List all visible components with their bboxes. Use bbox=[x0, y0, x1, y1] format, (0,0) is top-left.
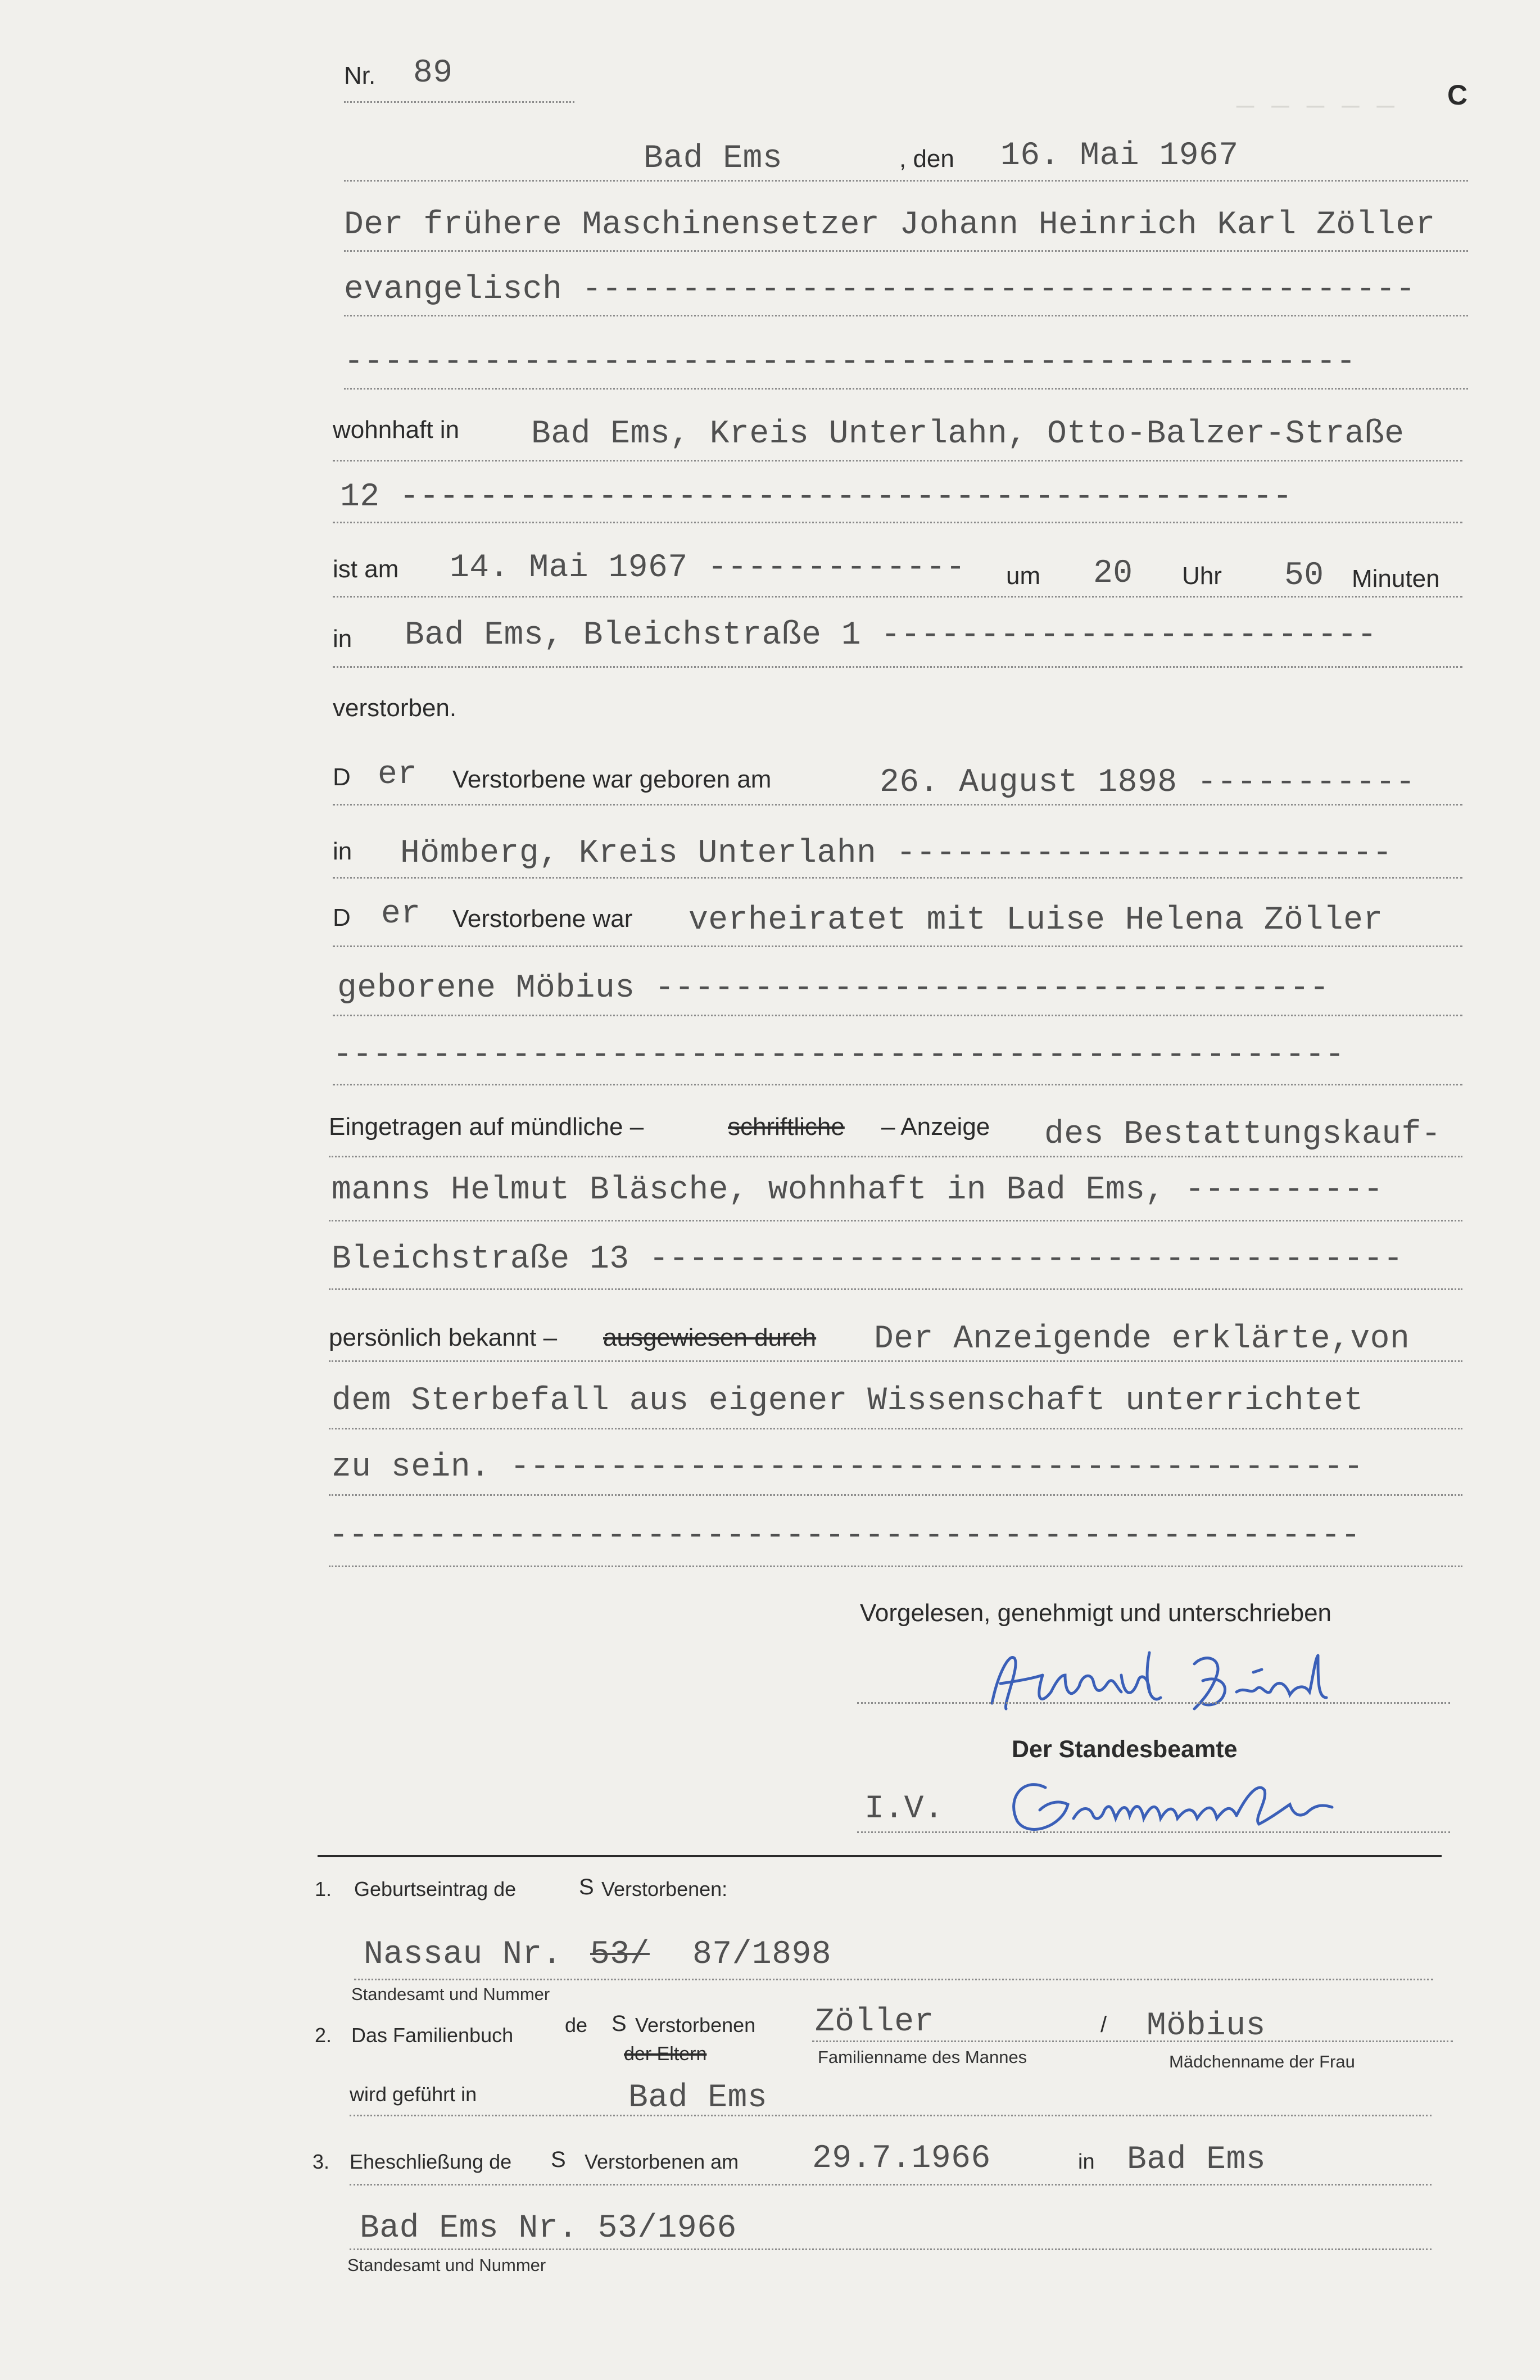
spouse-birth-name: geborene Möbius ---------------------------------- bbox=[337, 970, 1330, 1007]
line-underline bbox=[333, 877, 1462, 879]
footnote-3-label: Eheschließung de bbox=[350, 2150, 512, 2173]
residence-address-cont: 12 --------------------------------------------- bbox=[340, 479, 1293, 515]
death-hour: 20 bbox=[1093, 555, 1133, 592]
informant-line: manns Helmut Bläsche, wohnhaft in Bad Ems, ---------- bbox=[332, 1172, 1384, 1209]
minuten-label: Minuten bbox=[1352, 565, 1440, 592]
birth-record-caption: Standesamt und Nummer bbox=[351, 1984, 550, 2004]
married-label: Verstorbene war bbox=[452, 905, 633, 933]
line-underline bbox=[344, 315, 1468, 316]
struck-ausgewiesen: ausgewiesen durch bbox=[603, 1324, 817, 1351]
marital-status: verheiratet mit Luise Helena Zöller bbox=[689, 902, 1383, 939]
married-article: er bbox=[381, 896, 421, 933]
line-underline bbox=[344, 250, 1468, 252]
born-label: Verstorbene war geboren am bbox=[452, 766, 772, 793]
married-prefix: D bbox=[333, 904, 351, 931]
birth-in-label: in bbox=[333, 838, 352, 865]
birth-record-prefix: Nassau Nr. bbox=[364, 1936, 563, 1973]
line-underline bbox=[333, 522, 1462, 523]
footnote-2-label: Das Familienbuch bbox=[351, 2024, 514, 2047]
corner-letter: C bbox=[1447, 79, 1468, 111]
birth-place: Hömberg, Kreis Unterlahn ------------------------- bbox=[400, 835, 1393, 872]
verstorben-label: verstorben. bbox=[333, 694, 457, 722]
signature-underline bbox=[857, 1702, 1450, 1704]
line-underline bbox=[333, 596, 1462, 598]
footnote-2-number: 2. bbox=[315, 2024, 332, 2047]
footnote-1-number: 1. bbox=[315, 1877, 332, 1901]
surname-slash: / bbox=[1100, 2012, 1107, 2037]
footnote-3-number: 3. bbox=[312, 2150, 330, 2173]
informant-signature bbox=[981, 1641, 1340, 1729]
line-underline bbox=[333, 804, 1462, 806]
bleed-through-text: — — — — — bbox=[1236, 90, 1394, 123]
footnote-1-label: Geburtseintrag de bbox=[354, 1877, 517, 1901]
struck-schriftliche: schriftliche bbox=[728, 1113, 845, 1141]
footnote-3-label2: Verstorbenen am bbox=[585, 2150, 739, 2173]
iv-label: I.V. bbox=[864, 1791, 944, 1827]
death-date: 14. Mai 1967 ------------- bbox=[450, 550, 966, 586]
footnote-1-label2: Verstorbenen: bbox=[601, 1877, 728, 1901]
death-in-label: in bbox=[333, 625, 352, 653]
um-label: um bbox=[1006, 562, 1041, 590]
anzeige-label: – Anzeige bbox=[881, 1113, 990, 1141]
place-of-register: Bad Ems bbox=[644, 141, 783, 177]
section-divider bbox=[318, 1855, 1442, 1857]
footnote-2-verstorbenen: Verstorbenen bbox=[635, 2014, 756, 2037]
marriage-record: Bad Ems Nr. 53/1966 bbox=[360, 2210, 737, 2247]
nr-underline bbox=[344, 101, 574, 103]
eingetragen-label: Eingetragen auf mündliche – bbox=[329, 1113, 644, 1141]
husband-caption: Familienname des Mannes bbox=[818, 2047, 1027, 2067]
death-minutes: 50 bbox=[1284, 558, 1324, 594]
line-underline bbox=[350, 2248, 1432, 2250]
line-underline bbox=[354, 1979, 1433, 1980]
wife-caption: Mädchenname der Frau bbox=[1169, 2052, 1355, 2071]
footnote-2-struck-eltern: der Eltern bbox=[624, 2043, 707, 2065]
line-underline bbox=[329, 1428, 1462, 1429]
line-underline bbox=[812, 2040, 1453, 2042]
line-underline bbox=[333, 460, 1462, 461]
residence-address: Bad Ems, Kreis Unterlahn, Otto-Balzer-Straße bbox=[531, 416, 1405, 453]
line-underline bbox=[329, 1360, 1462, 1362]
marriage-place: Bad Ems bbox=[1127, 2142, 1266, 2178]
footnote-2-s: S bbox=[612, 2011, 627, 2036]
statement-cont: dem Sterbefall aus eigener Wissenschaft unterrichtet bbox=[332, 1383, 1364, 1419]
registrar-signature bbox=[1000, 1765, 1360, 1847]
blank-dash-line: --------------------------------------------------- bbox=[333, 1037, 1345, 1074]
death-place: Bad Ems, Bleichstraße 1 ------------------------- bbox=[405, 617, 1377, 654]
born-prefix: D bbox=[333, 763, 351, 791]
footnote-1-s: S bbox=[579, 1875, 594, 1899]
deceased-name: Der frühere Maschinensetzer Johann Heinrich Karl Zöller bbox=[344, 207, 1435, 243]
informant-address: Bleichstraße 13 -------------------------------------- bbox=[332, 1241, 1403, 1278]
line-underline bbox=[329, 1220, 1462, 1221]
marriage-record-caption: Standesamt und Nummer bbox=[347, 2255, 546, 2275]
line-underline bbox=[333, 666, 1462, 668]
line-underline bbox=[350, 2184, 1432, 2186]
birth-record-struck: 53/ bbox=[590, 1936, 650, 1973]
nr-label: Nr. bbox=[344, 62, 376, 89]
informant-statement: Der Anzeigende erklärte,von bbox=[874, 1321, 1410, 1358]
line-underline bbox=[329, 1494, 1462, 1496]
footnote-3-in: in bbox=[1078, 2150, 1095, 2174]
birth-date: 26. August 1898 ----------- bbox=[880, 764, 1416, 801]
line-underline bbox=[333, 1084, 1462, 1085]
wife-maiden-name: Möbius bbox=[1147, 2008, 1266, 2044]
blank-dash-line: ---------------------------------------------------- bbox=[329, 1518, 1361, 1554]
birth-record-number: 87/1898 bbox=[692, 1936, 832, 1973]
informant-text: des Bestattungskauf- bbox=[1044, 1116, 1442, 1153]
marriage-date: 29.7.1966 bbox=[812, 2141, 991, 2177]
line-underline bbox=[329, 1156, 1462, 1157]
uhr-label: Uhr bbox=[1182, 562, 1222, 590]
line-underline bbox=[329, 1288, 1462, 1290]
wohnhaft-label: wohnhaft in bbox=[333, 416, 460, 444]
vorgelesen-label: Vorgelesen, genehmigt und unterschrieben bbox=[860, 1599, 1332, 1627]
family-book-place: Bad Ems bbox=[628, 2080, 768, 2116]
statement-end: zu sein. ------------------------------------------- bbox=[332, 1449, 1364, 1486]
footnote-2-de: de bbox=[565, 2014, 588, 2037]
line-underline bbox=[333, 1015, 1462, 1016]
footnote-2-gefuhrt: wird geführt in bbox=[350, 2083, 477, 2106]
line-underline bbox=[329, 1565, 1462, 1567]
born-article: er bbox=[378, 757, 418, 793]
line-underline bbox=[350, 2115, 1432, 2116]
husband-surname: Zöller bbox=[815, 2004, 934, 2040]
standesbeamte-label: Der Standesbeamte bbox=[1012, 1736, 1238, 1763]
nr-value: 89 bbox=[413, 55, 453, 92]
date-underline bbox=[344, 180, 1468, 182]
bekannt-label: persönlich bekannt – bbox=[329, 1324, 558, 1351]
blank-dash-line: --------------------------------------------------- bbox=[344, 344, 1356, 381]
footnote-3-s: S bbox=[551, 2147, 566, 2172]
line-underline bbox=[333, 945, 1462, 947]
den-label: , den bbox=[899, 145, 954, 173]
line-underline bbox=[344, 388, 1468, 390]
death-date-label: ist am bbox=[333, 555, 399, 583]
register-date: 16. Mai 1967 bbox=[1000, 138, 1239, 174]
religion: evangelisch ------------------------------------------ bbox=[344, 272, 1416, 308]
signature-underline bbox=[857, 1831, 1450, 1833]
